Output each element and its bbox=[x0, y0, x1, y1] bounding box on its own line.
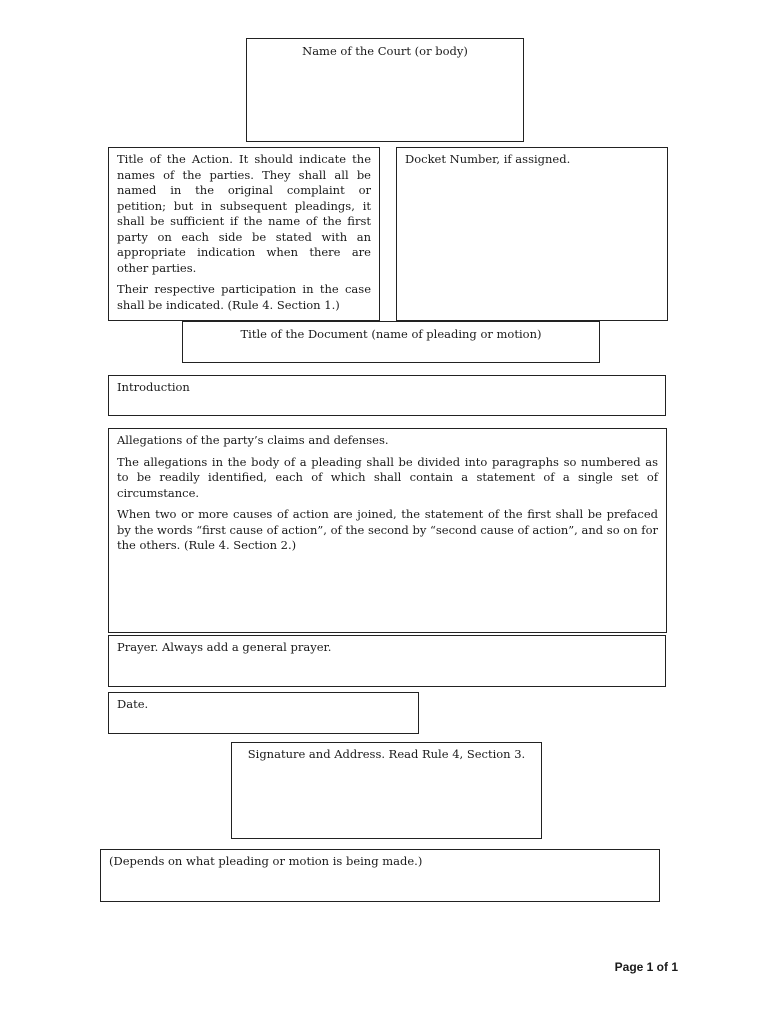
document-title-box bbox=[182, 321, 600, 363]
docket-number-label: Docket Number, if assigned. bbox=[405, 152, 571, 166]
allegations-causes-of-action: When two or more causes of action are joined, the statement of the first shall be prefaced by the words “first cause of action”, of the second by “second cause of action”, and so on for the others. (Rule 4. Section 2.) bbox=[117, 507, 658, 552]
court-name-label: Name of the Court (or body) bbox=[302, 44, 468, 58]
document-title-label: Title of the Document (name of pleading or motion) bbox=[240, 327, 542, 341]
introduction-label: Introduction bbox=[117, 380, 190, 394]
introduction-box bbox=[108, 375, 666, 416]
date-box bbox=[108, 692, 419, 734]
depends-note-label: (Depends on what pleading or motion is being made.) bbox=[109, 854, 423, 868]
signature-address-box bbox=[231, 742, 542, 839]
depends-note-box bbox=[100, 849, 660, 902]
signature-address-label: Signature and Address. Read Rule 4, Section 3. bbox=[247, 747, 526, 761]
date-label: Date. bbox=[117, 697, 149, 711]
docket-number-box bbox=[396, 147, 668, 321]
title-of-action-text: Title of the Action. It should indicate the names of the parties. They shall all be named in the original complaint or petition; but in subsequent pleadings, it shall be sufficient if the name of the first party on each side be stated with an appropriate indication when there are other parties. bbox=[117, 152, 371, 275]
page-number: Page 1 of 1 bbox=[614, 960, 678, 974]
allegations-heading: Allegations of the party’s claims and defenses. bbox=[117, 433, 389, 447]
allegations-box bbox=[108, 428, 667, 633]
prayer-label: Prayer. Always add a general prayer. bbox=[117, 640, 332, 654]
court-name-box bbox=[246, 38, 524, 142]
allegations-paragraph-rule: The allegations in the body of a pleading shall be divided into paragraphs so numbered as to be readily identified, each of which shall contain a statement of a single set of circumstance. bbox=[117, 454, 658, 500]
prayer-box bbox=[108, 635, 666, 687]
title-of-action-participation-text: Their respective participation in the case shall be indicated. (Rule 4. Section 1.) bbox=[117, 282, 371, 312]
title-of-action-box bbox=[108, 147, 380, 321]
